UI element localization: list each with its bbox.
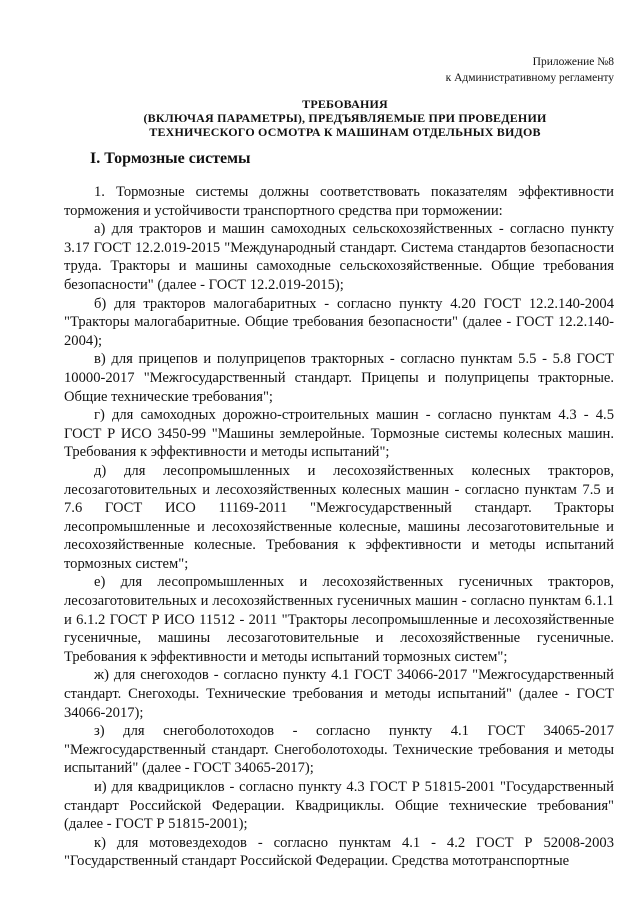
annex-regulation: к Административному регламенту (445, 72, 614, 84)
paragraph-e: е) для лесопромышленных и лесохозяйственных гусеничных тракторов, лесозаготовительных и лесохозяйственных гусеничных машин - согласно пунктам 6.1.1 и 6.1.2 ГОСТ Р ИСО 11512 - 2011 "Тракторы лесопромышленные и лесохозяйственные гусеничные, машины лесозаготовительные и лесохозяйственные гусеничные. Требования к эффективности и методы испытаний тормозных систем"; (64, 574, 614, 665)
paragraph-i: и) для квадрициклов - согласно пункту 4.3 ГОСТ Р 51815-2001 "Государственный стандарт Российской Федерации. Квадрициклы. Общие технические требования" (далее - ГОСТ Р 51815-2001); (64, 779, 614, 833)
paragraph-k: к) для мотовездеходов - согласно пунктам 4.1 - 4.2 ГОСТ Р 52008-2003 "Государственный стандарт Российской Федерации. Средства мототранспортные (64, 834, 614, 870)
paragraph-g: г) для самоходных дорожно-строительных машин - согласно пунктам 4.3 - 4.5 ГОСТ Р ИСО 3450-99 "Машины землеройные. Тормозные системы колесных машин. Требования к эффективности и методы испытаний"; (64, 407, 614, 461)
paragraph-b: б) для тракторов малогабаритных - согласно пункту 4.20 ГОСТ 12.2.140-2004 "Тракторы малогабаритные. Общие требования безопасности" (далее - ГОСТ 12.2.140-2004); (64, 295, 614, 349)
paragraph-zh: ж) для снегоходов - согласно пункту 4.1 ГОСТ 34066-2017 "Межгосударственный стандарт. Снегоходы. Технические требования и методы испытаний" (далее - ГОСТ 34066-2017); (64, 667, 614, 721)
title-line-3: ТЕХНИЧЕСКОГО ОСМОТРА К МАШИНАМ ОТДЕЛЬНЫХ ВИДОВ (149, 125, 541, 139)
paragraph-intro: 1. Тормозные системы должны соответствовать показателям эффективности торможения и устойчивости транспортного средства при торможении: (64, 184, 614, 219)
annex-reference (446, 54, 614, 86)
paragraph-z: з) для снегоболотоходов - согласно пункту 4.1 ГОСТ 34065-2017 "Межгосударственный стандарт. Снегоболотоходы. Технические требования и методы испытаний" (далее - ГОСТ 34065-2017); (64, 723, 614, 777)
document-body (64, 183, 614, 871)
document-title (60, 97, 630, 139)
paragraph-a: а) для тракторов и машин самоходных сельскохозяйственных - согласно пункту 3.17 ГОСТ 12.2.019-2015 "Международный стандарт. Система стандартов безопасности труда. Тракторы и машины самоходные сельскохозяйственные. Общие требования безопасности" (далее - ГОСТ 12.2.019-2015); (64, 221, 614, 293)
title-line-1: ТРЕБОВАНИЯ (302, 97, 388, 111)
section-heading: I. Тормозные системы (90, 150, 251, 167)
title-line-2: (ВКЛЮЧАЯ ПАРАМЕТРЫ), ПРЕДЪЯВЛЯЕМЫЕ ПРИ ПРОВЕДЕНИИ (143, 111, 547, 125)
annex-number: Приложение №8 (532, 56, 614, 68)
paragraph-v: в) для прицепов и полуприцепов тракторных - согласно пунктам 5.5 - 5.8 ГОСТ 10000-2017 "Межгосударственный стандарт. Прицепы и полуприцепы тракторные. Общие технические требования"; (64, 351, 614, 405)
paragraph-d: д) для лесопромышленных и лесохозяйственных колесных тракторов, лесозаготовительных и лесохозяйственных колесных машин - согласно пунктам 7.5 и 7.6 ГОСТ ИСО 11169-2011 "Межгосударственный стандарт. Тракторы лесопромышленные и лесохозяйственные колесные, машины лесозаготовительные и лесохозяйственные колесные. Требования к эффективности и методы испытаний тормозных систем"; (64, 462, 614, 572)
